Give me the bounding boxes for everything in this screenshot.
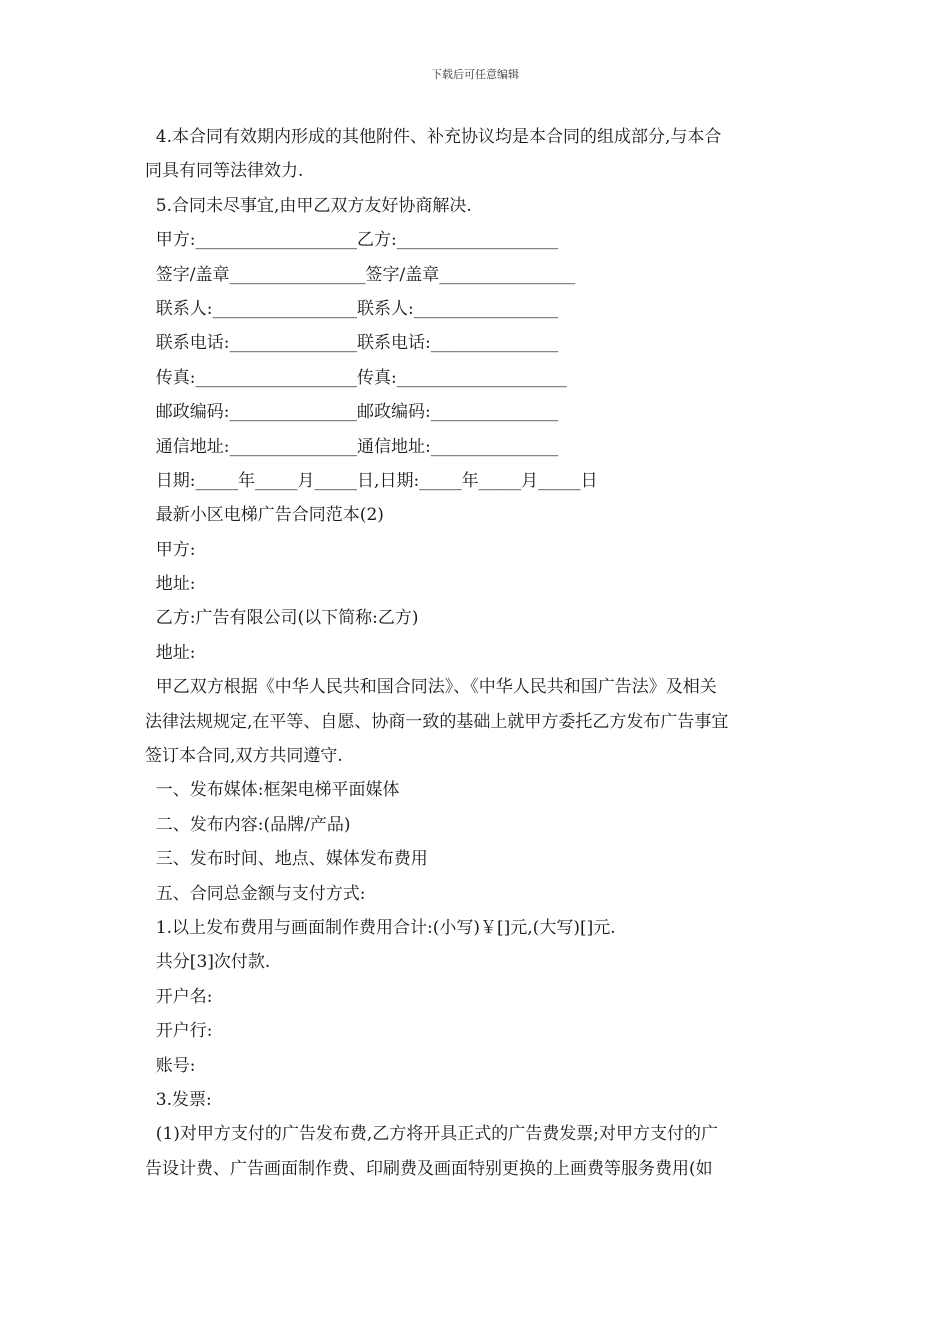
text-line: 3.发票: xyxy=(145,1089,212,1110)
text-line: 5.合同未尽事宜,由甲乙双方友好协商解决. xyxy=(145,195,472,216)
text-line: 甲方: xyxy=(145,539,196,560)
text-line: (1)对甲方支付的广告发布费,乙方将开具正式的广告费发票;对甲方支付的广 xyxy=(145,1124,719,1145)
document-body xyxy=(145,120,815,1186)
text-line: 4.本合同有效期内形成的其他附件、补充协议均是本合同的组成部分,与本合 xyxy=(145,127,722,147)
text-line: 1.以上发布费用与画面制作费用合计:(小写)￥[]元,(大写)[]元. xyxy=(145,917,616,938)
clause-line: 五、合同总金额与支付方式: xyxy=(145,883,366,904)
text-line: 法律法规规定,在平等、自愿、协商一致的基础上就甲方委托乙方发布广告事宜 xyxy=(145,711,729,732)
text-line: 签订本合同,双方共同遵守. xyxy=(145,746,343,767)
text-line: 乙方:广告有限公司(以下简称:乙方) xyxy=(145,608,419,629)
text-line: 账号: xyxy=(145,1055,196,1076)
clause-line: 二、发布内容:(品牌/产品) xyxy=(145,814,351,835)
text-line: 甲乙双方根据《中华人民共和国合同法》、《中华人民共和国广告法》及相关 xyxy=(145,677,717,698)
text-line: 告设计费、广告画面制作费、印刷费及画面特别更换的上画费等服务费用(如 xyxy=(145,1158,713,1179)
signature-field-fax: 传真:___________________传真:____________________ xyxy=(145,367,567,388)
text-line: 开户名: xyxy=(145,986,213,1007)
section-title: 最新小区电梯广告合同范本(2) xyxy=(145,505,384,526)
text-line: 地址: xyxy=(145,642,196,663)
clause-line: 三、发布时间、地点、媒体发布费用 xyxy=(145,849,428,870)
clause-line: 一、发布媒体:框架电梯平面媒体 xyxy=(145,780,400,801)
signature-field-address: 通信地址:_______________通信地址:_______________ xyxy=(145,436,559,457)
signature-field-contact: 联系人:_________________联系人:_________________ xyxy=(145,298,559,319)
signature-field-date: 日期:_____年_____月_____日,日期:_____年_____月_____日 xyxy=(145,470,598,491)
page-header-note: 下载后可任意编辑 xyxy=(431,68,519,81)
text-line: 开户行: xyxy=(145,1021,213,1042)
text-line: 共分[3]次付款. xyxy=(145,952,271,973)
signature-field-party: 甲方:___________________乙方:___________________ xyxy=(145,230,559,251)
text-line: 地址: xyxy=(145,574,196,595)
signature-field-seal: 签字/盖章________________签字/盖章________________ xyxy=(145,264,576,285)
signature-field-postcode: 邮政编码:_______________邮政编码:_______________ xyxy=(145,402,559,423)
text-line: 同具有同等法律效力. xyxy=(145,161,304,182)
signature-field-phone: 联系电话:_______________联系电话:_______________ xyxy=(145,333,559,354)
